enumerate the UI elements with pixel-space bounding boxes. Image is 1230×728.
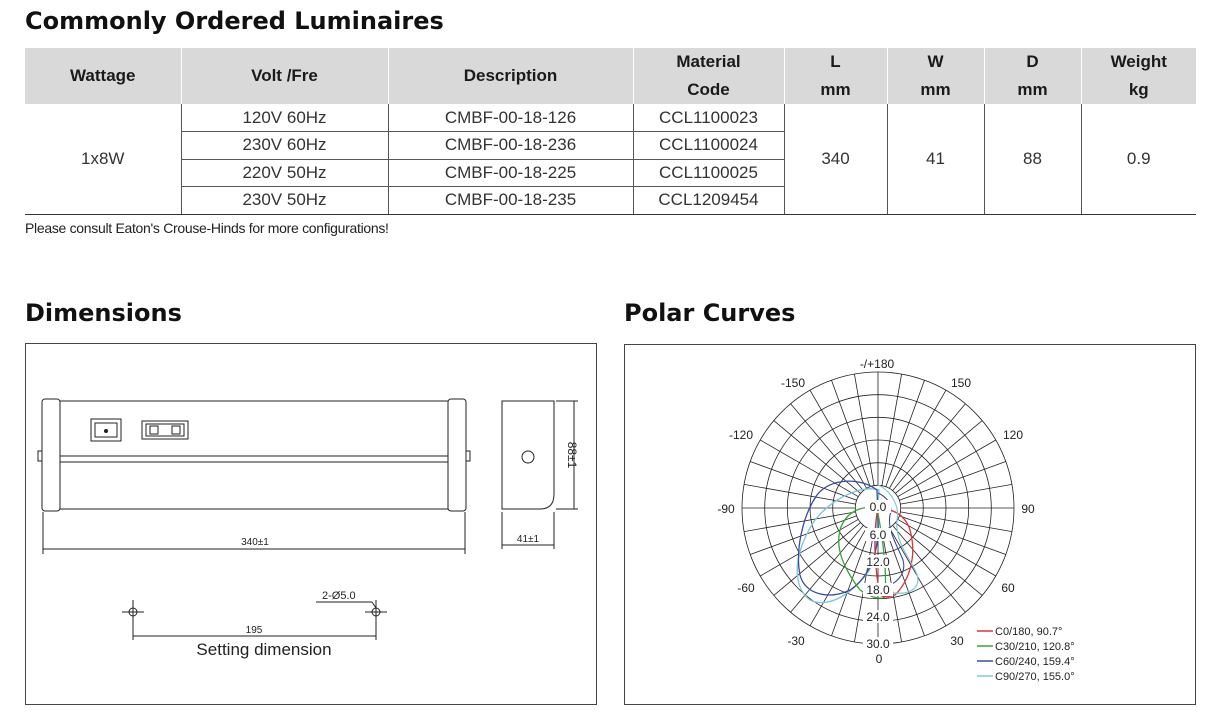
angle-label-p30: 30 (950, 634, 964, 648)
left-end-cap (42, 399, 60, 511)
legend-label-c30: C30/210, 120.8° (995, 641, 1075, 653)
angle-label-p60: 60 (1001, 581, 1015, 595)
angle-label-m150: -150 (780, 376, 806, 390)
cell-description: CMBF-00-18-126 (388, 104, 633, 132)
header-l (784, 48, 887, 104)
cell-wattage: 1x8W (25, 104, 181, 214)
cell-w: 41 (887, 104, 984, 214)
luminaires-table (25, 48, 1196, 215)
header-description: Description (388, 48, 633, 104)
cell-volt: 230V 60Hz (181, 132, 388, 160)
polar-grid-spoke (744, 484, 856, 504)
dimensions-panel (25, 343, 597, 705)
cell-weight: 0.9 (1081, 104, 1196, 214)
polar-grid-spoke (744, 512, 856, 532)
polar-grid-spoke (886, 380, 925, 487)
radial-label-0: 0.0 (869, 500, 887, 514)
header-material-line2: Code (687, 80, 730, 99)
connector-pin-right (172, 426, 180, 434)
polar-grid-spoke (900, 512, 1012, 532)
legend-label-c60: C60/240, 159.4° (995, 656, 1075, 668)
polar-grid-spoke (750, 462, 857, 501)
header-material-line1: Material (676, 52, 741, 71)
polar-curves-title: Polar Curves (624, 299, 796, 327)
cell-d: 88 (984, 104, 1081, 214)
hole-label: 2-Ø5.0 (322, 590, 356, 602)
cell-code: CCL1100023 (633, 104, 784, 132)
radial-label-6: 6.0 (869, 528, 887, 542)
radial-label-18: 18.0 (866, 583, 890, 597)
angle-label-p90: 90 (1021, 502, 1035, 516)
polar-grid-spoke (882, 374, 902, 486)
legend-label-c90: C90/270, 155.0° (995, 671, 1075, 683)
page-title: Commonly Ordered Luminaires (25, 7, 444, 35)
polar-grid-spoke (899, 516, 1006, 555)
polar-curves-panel (624, 344, 1196, 705)
header-material-code (633, 48, 784, 104)
hole-leader-tip (372, 602, 376, 608)
cell-code: CCL1209454 (633, 187, 784, 215)
header-w-line2: mm (920, 80, 951, 99)
table-header-row (25, 48, 1196, 104)
connector-pin-left (150, 426, 158, 434)
polar-grid-spoke (895, 421, 982, 494)
angle-label-m30: -30 (787, 634, 805, 648)
header-wattage: Wattage (25, 48, 181, 104)
right-pin (466, 451, 470, 461)
polar-legend (977, 626, 1075, 683)
legend-label-c0: C0/180, 90.7° (995, 626, 1063, 638)
cell-volt: 230V 50Hz (181, 187, 388, 215)
table-row (25, 104, 1196, 132)
header-weight-line1: Weight (1110, 52, 1167, 71)
polar-grid-spoke (899, 462, 1006, 501)
angle-label-180: -/+180 (859, 357, 895, 371)
polar-chart (625, 345, 1197, 706)
cell-description: CMBF-00-18-225 (388, 159, 633, 187)
switch-dot (105, 430, 108, 433)
header-d-line2: mm (1017, 80, 1048, 99)
polar-grid-spoke (832, 380, 871, 487)
polar-grid-spoke (750, 516, 857, 555)
polar-grid-spoke (774, 523, 861, 596)
polar-grid-spoke (900, 484, 1012, 504)
header-w (887, 48, 984, 104)
header-d (984, 48, 1081, 104)
polar-grid-spoke (893, 404, 966, 491)
cell-description: CMBF-00-18-235 (388, 187, 633, 215)
polar-curves (797, 481, 918, 602)
header-weight-line2: kg (1128, 80, 1149, 99)
header-d-line1: D (1026, 52, 1039, 71)
angle-label-0: 0 (875, 652, 883, 666)
right-end-cap (448, 399, 466, 511)
height-label: 88±1 (565, 441, 579, 469)
polar-grid-spoke (791, 525, 864, 612)
angle-label-m90: -90 (717, 502, 735, 516)
side-view (502, 401, 554, 509)
width-label: 41±1 (516, 534, 540, 545)
configuration-note: Please consult Eaton's Crouse-Hinds for more configurations! (25, 220, 389, 236)
radial-label-12: 12.0 (866, 555, 890, 569)
dimensions-title: Dimensions (25, 299, 182, 327)
angle-label-m120: -120 (728, 428, 754, 442)
header-w-line1: W (927, 52, 944, 71)
length-label: 340±1 (241, 537, 269, 548)
cell-l: 340 (784, 104, 887, 214)
polar-grid-spoke (854, 374, 874, 486)
cell-volt: 220V 50Hz (181, 159, 388, 187)
header-volt: Volt /Fre (181, 48, 388, 104)
dimensions-drawing (26, 344, 598, 706)
spacing-label: 195 (245, 625, 263, 636)
radial-label-30: 30.0 (866, 637, 890, 651)
angle-label-m60: -60 (737, 581, 755, 595)
side-hole (522, 451, 534, 463)
polar-grid-spoke (791, 404, 864, 491)
polar-grid-spoke (774, 421, 861, 494)
angle-label-p150: 150 (950, 376, 972, 390)
cell-code: CCL1100025 (633, 159, 784, 187)
luminaire-body (46, 401, 463, 509)
setting-caption: Setting dimension (196, 640, 332, 659)
cell-volt: 120V 60Hz (181, 104, 388, 132)
angle-label-p120: 120 (1002, 428, 1024, 442)
header-l-line2: mm (820, 80, 851, 99)
cell-description: CMBF-00-18-236 (388, 132, 633, 160)
radial-label-24: 24.0 (866, 610, 890, 624)
left-pin (38, 451, 42, 461)
cell-code: CCL1100024 (633, 132, 784, 160)
header-l-line1: L (830, 52, 841, 71)
header-weight (1081, 48, 1196, 104)
